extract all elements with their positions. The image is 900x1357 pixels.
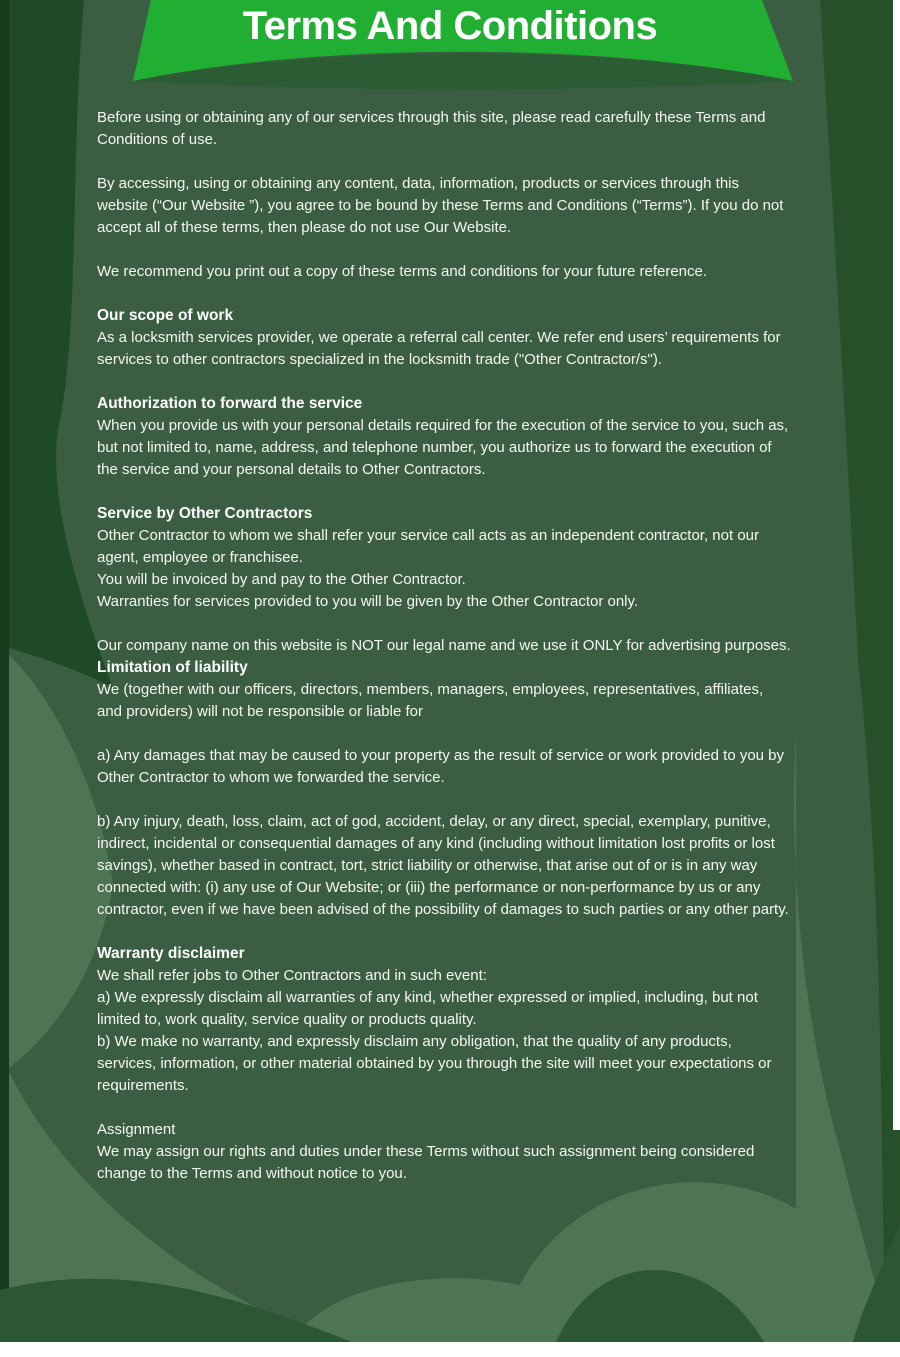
heading-scope-of-work: Our scope of work xyxy=(97,307,234,324)
heading-service-by-contractors: Service by Other Contractors xyxy=(97,505,313,522)
assignment-text: We may assign our rights and duties under these Terms without such assignment being considered change to the Terms and without notice to you. xyxy=(97,1143,755,1182)
heading-limitation-of-liability: Limitation of liability xyxy=(97,659,248,676)
page-title: Terms And Conditions xyxy=(242,4,658,48)
paragraph-service-by-contractors xyxy=(97,525,791,613)
warranty-line-intro: We shall refer jobs to Other Contractors and in such event: xyxy=(97,967,487,984)
paragraph-authorization: When you provide us with your personal details required for the execution of the service to you, such as, but not limited to, name, address, and telephone number, you authorize us to forward the execution of the service and your personal details to Other Contractors. xyxy=(97,417,789,478)
paragraph-assignment xyxy=(97,1119,791,1185)
paragraph-company-name: Our company name on this website is NOT our legal name and we use it ONLY for advertising purposes. xyxy=(97,637,791,654)
heading-warranty-disclaimer: Warranty disclaimer xyxy=(97,945,245,962)
terms-content xyxy=(97,107,791,1207)
paragraph-liability-item-b: b) Any injury, death, loss, claim, act of god, accident, delay, or any direct, special, exemplary, punitive, indirect, incidental or consequential damages of any kind (including without limitation lost profits or lost savings), whether based in contract, tort, strict liability or otherwise, that arise out of or is in any way connected with: (i) any use of Our Website; or (iii) the performance or non-performance by us or any contractor, even if we have been advised of the possibility of damages to such parties or any other party. xyxy=(97,813,789,918)
left-edge-strip-shape xyxy=(0,0,9,1342)
paragraph-liability-item-a: a) Any damages that may be caused to your property as the result of service or work provided to you by Other Contractor to whom we forwarded the service. xyxy=(97,747,785,786)
paragraph-liability-intro: We (together with our officers, directors, members, managers, employees, representatives, affiliates, and providers) will not be responsible or liable for xyxy=(97,681,764,720)
service-line-independent-contractor: Other Contractor to whom we shall refer your service call acts as an independent contractor, not our agent, employee or franchisee. xyxy=(97,527,759,566)
service-line-warranties: Warranties for services provided to you will be given by the Other Contractor only. xyxy=(97,593,639,610)
paragraph-warranty-disclaimer xyxy=(97,965,791,1097)
heading-authorization: Authorization to forward the service xyxy=(97,395,363,412)
paragraph-scope-of-work: As a locksmith services provider, we operate a referral call center. We refer end users’ requirements for services to other contractors specialized in the locksmith trade ("Other Contractor/s"). xyxy=(97,329,781,368)
assignment-label: Assignment xyxy=(97,1121,176,1138)
paragraph-agreement: By accessing, using or obtaining any content, data, information, products or services through this website (“Our Website ”), you agree to be bound by these Terms and Conditions (“Terms”). If you do not accept all of these terms, then please do not use Our Website. xyxy=(97,175,784,236)
service-line-invoicing: You will be invoiced by and pay to the Other Contractor. xyxy=(97,571,466,588)
paragraph-print-recommendation: We recommend you print out a copy of these terms and conditions for your future reference. xyxy=(97,263,708,280)
warranty-line-item-a: a) We expressly disclaim all warranties of any kind, whether expressed or implied, including, but not limited to, work quality, service quality or products quality. xyxy=(97,989,758,1028)
warranty-line-item-b: b) We make no warranty, and expressly disclaim any obligation, that the quality of any products, services, information, or other material obtained by you through the site will meet your expectations or requirements. xyxy=(97,1033,772,1094)
paragraph-intro: Before using or obtaining any of our services through this site, please read carefully these Terms and Conditions of use. xyxy=(97,109,766,148)
